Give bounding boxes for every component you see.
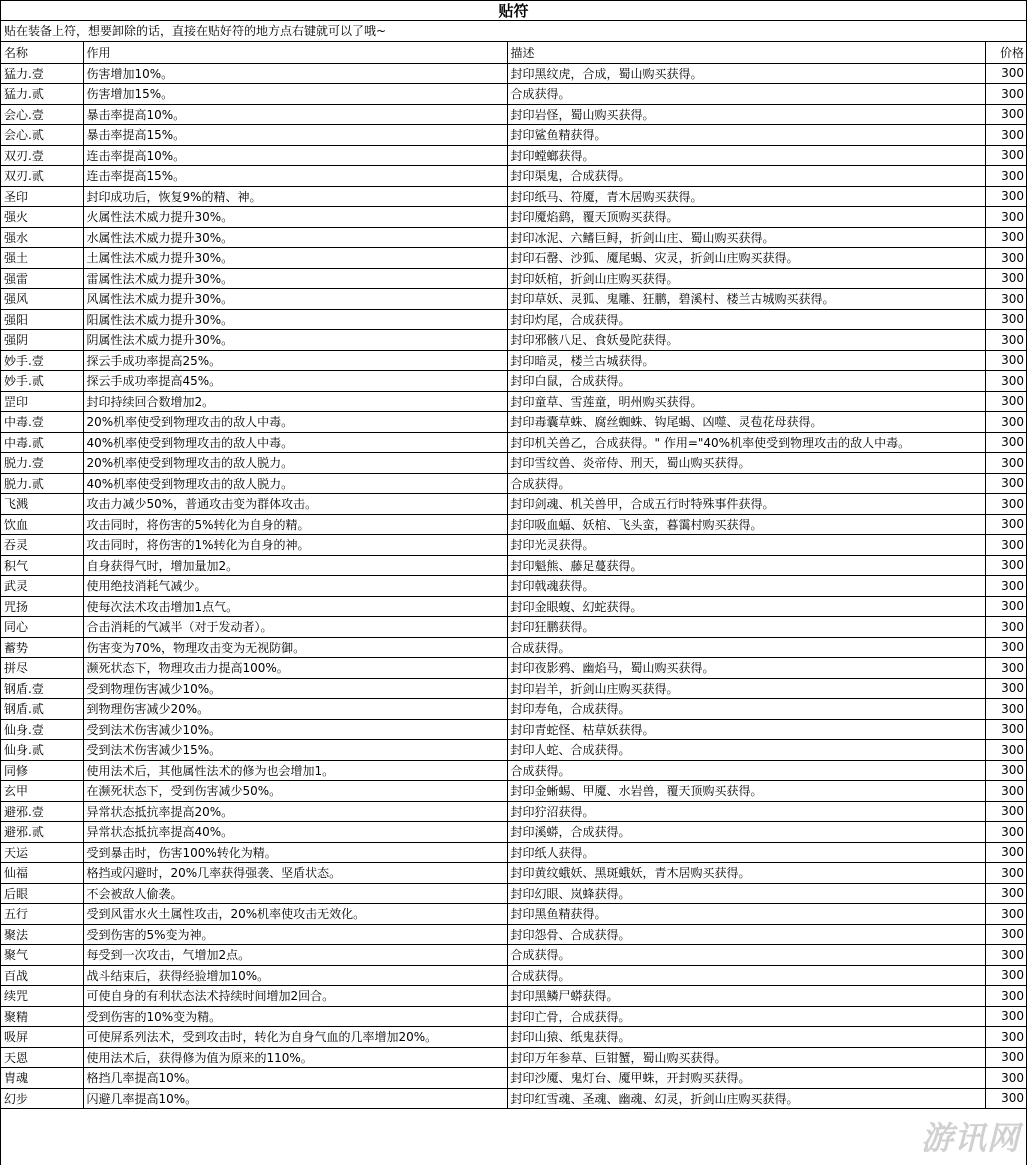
table-row bbox=[1, 719, 1026, 740]
cell-effect: 伤害增加15%。 bbox=[83, 84, 507, 105]
cell-price: 300 bbox=[985, 84, 1026, 105]
cell-desc: 封印魁熊、藤足蔓获得。 bbox=[507, 555, 985, 576]
cell-desc: 封印人蛇、合成获得。 bbox=[507, 740, 985, 761]
cell-desc: 封印青蛇怪、枯草妖获得。 bbox=[507, 719, 985, 740]
cell-desc: 封印黑鳞尸蟒获得。 bbox=[507, 986, 985, 1007]
table-row bbox=[1, 453, 1026, 474]
cell-effect: 可使屏系列法术，受到攻击时，转化为自身气血的几率增加20%。 bbox=[83, 1027, 507, 1048]
cell-desc: 封印沙魇、鬼灯台、魇甲蛛，开封购买获得。 bbox=[507, 1068, 985, 1089]
cell-price: 300 bbox=[985, 596, 1026, 617]
cell-name: 饮血 bbox=[1, 514, 83, 535]
table-row bbox=[1, 207, 1026, 228]
cell-price: 300 bbox=[985, 1027, 1026, 1048]
table-row bbox=[1, 1006, 1026, 1027]
cell-name: 钢盾.贰 bbox=[1, 699, 83, 720]
cell-price: 300 bbox=[985, 904, 1026, 925]
cell-price: 300 bbox=[985, 412, 1026, 433]
cell-name: 积气 bbox=[1, 555, 83, 576]
cell-price: 300 bbox=[985, 473, 1026, 494]
cell-name: 会心.贰 bbox=[1, 125, 83, 146]
column-header-name: 名称 bbox=[1, 42, 83, 63]
cell-name: 武灵 bbox=[1, 576, 83, 597]
table-row bbox=[1, 494, 1026, 515]
cell-effect: 每受到一次攻击，气增加2点。 bbox=[83, 945, 507, 966]
table-row bbox=[1, 514, 1026, 535]
cell-price: 300 bbox=[985, 248, 1026, 269]
cell-name: 罡印 bbox=[1, 391, 83, 412]
cell-price: 300 bbox=[985, 658, 1026, 679]
table-row bbox=[1, 289, 1026, 310]
cell-desc: 封印机关兽乙，合成获得。" 作用="40%机率使受到物理攻击的敌人中毒。 bbox=[507, 432, 985, 453]
cell-effect: 战斗结束后，获得经验增加10%。 bbox=[83, 965, 507, 986]
cell-desc: 封印草妖、灵狐、鬼雕、狂鹏，碧溪村、楼兰古城购买获得。 bbox=[507, 289, 985, 310]
cell-desc: 封印黑纹虎，合成，蜀山购买获得。 bbox=[507, 63, 985, 84]
cell-name: 幻步 bbox=[1, 1088, 83, 1109]
cell-price: 300 bbox=[985, 514, 1026, 535]
cell-price: 300 bbox=[985, 842, 1026, 863]
cell-price: 300 bbox=[985, 617, 1026, 638]
cell-effect: 受到伤害的10%变为精。 bbox=[83, 1006, 507, 1027]
cell-name: 五行 bbox=[1, 904, 83, 925]
table-row bbox=[1, 658, 1026, 679]
cell-price: 300 bbox=[985, 309, 1026, 330]
cell-name: 会心.壹 bbox=[1, 104, 83, 125]
cell-effect: 封印持续回合数增加2。 bbox=[83, 391, 507, 412]
cell-name: 仙福 bbox=[1, 863, 83, 884]
cell-effect: 合击消耗的气减半（对于发动者）。 bbox=[83, 617, 507, 638]
table-row bbox=[1, 863, 1026, 884]
cell-effect: 闪避几率提高10%。 bbox=[83, 1088, 507, 1109]
cell-desc: 封印山猿、纸鬼获得。 bbox=[507, 1027, 985, 1048]
table-row bbox=[1, 699, 1026, 720]
table-row bbox=[1, 740, 1026, 761]
page-title: 贴符 bbox=[1, 0, 1026, 21]
cell-effect: 20%机率使受到物理攻击的敌人中毒。 bbox=[83, 412, 507, 433]
cell-name: 钢盾.壹 bbox=[1, 678, 83, 699]
cell-price: 300 bbox=[985, 330, 1026, 351]
cell-desc: 封印寿龟，合成获得。 bbox=[507, 699, 985, 720]
cell-name: 中毒.贰 bbox=[1, 432, 83, 453]
cell-name: 聚气 bbox=[1, 945, 83, 966]
cell-desc: 封印金眼蝮、幻蛇获得。 bbox=[507, 596, 985, 617]
cell-name: 胄魂 bbox=[1, 1068, 83, 1089]
cell-desc: 封印光灵获得。 bbox=[507, 535, 985, 556]
cell-desc: 封印吸血蝠、妖棺、飞头蛮，暮霭村购买获得。 bbox=[507, 514, 985, 535]
table-row bbox=[1, 822, 1026, 843]
cell-desc: 封印戟魂获得。 bbox=[507, 576, 985, 597]
table-row bbox=[1, 678, 1026, 699]
cell-effect: 受到物理伤害减少10%。 bbox=[83, 678, 507, 699]
table-row bbox=[1, 883, 1026, 904]
cell-name: 吸屏 bbox=[1, 1027, 83, 1048]
cell-desc: 封印渠鬼，合成获得。 bbox=[507, 166, 985, 187]
cell-price: 300 bbox=[985, 801, 1026, 822]
cell-price: 300 bbox=[985, 145, 1026, 166]
cell-effect: 暴击率提高15%。 bbox=[83, 125, 507, 146]
cell-effect: 格挡几率提高10%。 bbox=[83, 1068, 507, 1089]
cell-desc: 封印黄纹蛾妖、黑斑蛾妖，青木居购买获得。 bbox=[507, 863, 985, 884]
table-row bbox=[1, 555, 1026, 576]
cell-desc: 封印红雪魂、圣魂、幽魂、幻灵，折剑山庄购买获得。 bbox=[507, 1088, 985, 1109]
table-row bbox=[1, 760, 1026, 781]
cell-desc: 封印狂鹏获得。 bbox=[507, 617, 985, 638]
table-header-row bbox=[1, 42, 1026, 63]
cell-desc: 封印纸马、符魇，青木居购买获得。 bbox=[507, 186, 985, 207]
cell-price: 300 bbox=[985, 1006, 1026, 1027]
cell-price: 300 bbox=[985, 740, 1026, 761]
column-header-desc: 描述 bbox=[507, 42, 985, 63]
cell-price: 300 bbox=[985, 268, 1026, 289]
cell-effect: 使用法术后，其他属性法术的修为也会增加1。 bbox=[83, 760, 507, 781]
cell-price: 300 bbox=[985, 760, 1026, 781]
cell-name: 咒扬 bbox=[1, 596, 83, 617]
cell-effect: 水属性法术威力提升30%。 bbox=[83, 227, 507, 248]
table-row bbox=[1, 617, 1026, 638]
cell-name: 脱力.贰 bbox=[1, 473, 83, 494]
table-row bbox=[1, 1088, 1026, 1109]
cell-desc: 封印灼尾，合成获得。 bbox=[507, 309, 985, 330]
cell-effect: 异常状态抵抗率提高20%。 bbox=[83, 801, 507, 822]
table-row bbox=[1, 801, 1026, 822]
cell-effect: 不会被敌人偷袭。 bbox=[83, 883, 507, 904]
table-row bbox=[1, 596, 1026, 617]
cell-name: 拼尽 bbox=[1, 658, 83, 679]
cell-desc: 封印雪纹兽、炎帝侍、刑天，蜀山购买获得。 bbox=[507, 453, 985, 474]
cell-price: 300 bbox=[985, 965, 1026, 986]
cell-desc: 封印螳螂获得。 bbox=[507, 145, 985, 166]
cell-effect: 阳属性法术威力提升30%。 bbox=[83, 309, 507, 330]
cell-effect: 暴击率提高10%。 bbox=[83, 104, 507, 125]
cell-name: 妙手.贰 bbox=[1, 371, 83, 392]
table-row bbox=[1, 637, 1026, 658]
cell-name: 圣印 bbox=[1, 186, 83, 207]
table-row bbox=[1, 904, 1026, 925]
table-row bbox=[1, 186, 1026, 207]
cell-effect: 阴属性法术威力提升30%。 bbox=[83, 330, 507, 351]
cell-desc: 合成获得。 bbox=[507, 760, 985, 781]
cell-desc: 封印童草、雪莲童，明州购买获得。 bbox=[507, 391, 985, 412]
cell-name: 续咒 bbox=[1, 986, 83, 1007]
cell-effect: 伤害变为70%，物理攻击变为无视防御。 bbox=[83, 637, 507, 658]
cell-effect: 自身获得气时，增加量加2。 bbox=[83, 555, 507, 576]
table-row bbox=[1, 986, 1026, 1007]
cell-price: 300 bbox=[985, 166, 1026, 187]
table-row bbox=[1, 965, 1026, 986]
table-row bbox=[1, 309, 1026, 330]
watermark-logo: 游讯网 bbox=[920, 1119, 1020, 1157]
cell-price: 300 bbox=[985, 432, 1026, 453]
cell-effect: 连击率提高10%。 bbox=[83, 145, 507, 166]
cell-name: 中毒.壹 bbox=[1, 412, 83, 433]
cell-price: 300 bbox=[985, 863, 1026, 884]
table-row bbox=[1, 842, 1026, 863]
table-row bbox=[1, 166, 1026, 187]
cell-name: 妙手.壹 bbox=[1, 350, 83, 371]
cell-name: 强阴 bbox=[1, 330, 83, 351]
cell-desc: 合成获得。 bbox=[507, 965, 985, 986]
cell-desc: 封印剑魂、机关兽甲，合成五行时特殊事件获得。 bbox=[507, 494, 985, 515]
cell-name: 强阳 bbox=[1, 309, 83, 330]
cell-effect: 使用绝技消耗气减少。 bbox=[83, 576, 507, 597]
cell-effect: 土属性法术威力提升30%。 bbox=[83, 248, 507, 269]
table-row bbox=[1, 432, 1026, 453]
table-row bbox=[1, 63, 1026, 84]
cell-price: 300 bbox=[985, 637, 1026, 658]
cell-name: 天运 bbox=[1, 842, 83, 863]
cell-price: 300 bbox=[985, 350, 1026, 371]
cell-effect: 攻击力减少50%，普通攻击变为群体攻击。 bbox=[83, 494, 507, 515]
cell-name: 仙身.贰 bbox=[1, 740, 83, 761]
cell-name: 百战 bbox=[1, 965, 83, 986]
cell-effect: 使每次法术攻击增加1点气。 bbox=[83, 596, 507, 617]
cell-name: 玄甲 bbox=[1, 781, 83, 802]
cell-price: 300 bbox=[985, 535, 1026, 556]
cell-desc: 封印溪蟒，合成获得。 bbox=[507, 822, 985, 843]
cell-name: 猛力.壹 bbox=[1, 63, 83, 84]
cell-effect: 受到风雷水火土属性攻击，20%机率使攻击无效化。 bbox=[83, 904, 507, 925]
cell-desc: 封印万年参草、巨钳蟹，蜀山购买获得。 bbox=[507, 1047, 985, 1068]
cell-effect: 受到法术伤害减少15%。 bbox=[83, 740, 507, 761]
cell-name: 猛力.贰 bbox=[1, 84, 83, 105]
table-row bbox=[1, 473, 1026, 494]
cell-desc: 封印纸人获得。 bbox=[507, 842, 985, 863]
cell-price: 300 bbox=[985, 678, 1026, 699]
cell-desc: 封印鲨鱼精获得。 bbox=[507, 125, 985, 146]
talisman-table bbox=[1, 42, 1026, 1109]
cell-effect: 受到伤害的5%变为神。 bbox=[83, 924, 507, 945]
table-row bbox=[1, 781, 1026, 802]
cell-name: 蓄势 bbox=[1, 637, 83, 658]
cell-name: 强土 bbox=[1, 248, 83, 269]
cell-name: 吞灵 bbox=[1, 535, 83, 556]
cell-price: 300 bbox=[985, 186, 1026, 207]
cell-effect: 受到法术伤害减少10%。 bbox=[83, 719, 507, 740]
column-header-effect: 作用 bbox=[83, 42, 507, 63]
cell-price: 300 bbox=[985, 1068, 1026, 1089]
cell-price: 300 bbox=[985, 555, 1026, 576]
cell-price: 300 bbox=[985, 719, 1026, 740]
cell-price: 300 bbox=[985, 986, 1026, 1007]
cell-effect: 异常状态抵抗率提高40%。 bbox=[83, 822, 507, 843]
cell-price: 300 bbox=[985, 576, 1026, 597]
cell-desc: 封印白鼠，合成获得。 bbox=[507, 371, 985, 392]
cell-name: 强雷 bbox=[1, 268, 83, 289]
table-row bbox=[1, 248, 1026, 269]
cell-desc: 封印怨骨、合成获得。 bbox=[507, 924, 985, 945]
table-row bbox=[1, 1068, 1026, 1089]
cell-desc: 封印幻眼、岚蜂获得。 bbox=[507, 883, 985, 904]
cell-effect: 到物理伤害减少20%。 bbox=[83, 699, 507, 720]
cell-price: 300 bbox=[985, 207, 1026, 228]
cell-desc: 封印妖棺，折剑山庄购买获得。 bbox=[507, 268, 985, 289]
cell-name: 聚法 bbox=[1, 924, 83, 945]
cell-price: 300 bbox=[985, 453, 1026, 474]
cell-effect: 攻击同时，将伤害的1%转化为自身的神。 bbox=[83, 535, 507, 556]
cell-desc: 封印暗灵，楼兰古城获得。 bbox=[507, 350, 985, 371]
cell-desc: 封印狞沼获得。 bbox=[507, 801, 985, 822]
table-row bbox=[1, 104, 1026, 125]
cell-name: 仙身.壹 bbox=[1, 719, 83, 740]
cell-effect: 在濒死状态下，受到伤害减少50%。 bbox=[83, 781, 507, 802]
table-row bbox=[1, 1027, 1026, 1048]
cell-name: 强火 bbox=[1, 207, 83, 228]
table-row bbox=[1, 412, 1026, 433]
cell-effect: 探云手成功率提高25%。 bbox=[83, 350, 507, 371]
cell-effect: 雷属性法术威力提升30%。 bbox=[83, 268, 507, 289]
cell-name: 双刃.壹 bbox=[1, 145, 83, 166]
table-row bbox=[1, 945, 1026, 966]
table-row bbox=[1, 576, 1026, 597]
table-row bbox=[1, 371, 1026, 392]
instruction-note: 贴在装备上符，想要卸除的话，直接在贴好符的地方点右键就可以了哦~ bbox=[1, 21, 1026, 42]
table-row bbox=[1, 391, 1026, 412]
cell-effect: 火属性法术威力提升30%。 bbox=[83, 207, 507, 228]
table-row bbox=[1, 1047, 1026, 1068]
table-row bbox=[1, 84, 1026, 105]
cell-name: 天恩 bbox=[1, 1047, 83, 1068]
cell-effect: 可使自身的有利状态法术持续时间增加2回合。 bbox=[83, 986, 507, 1007]
cell-price: 300 bbox=[985, 945, 1026, 966]
table-row bbox=[1, 125, 1026, 146]
table-row bbox=[1, 145, 1026, 166]
cell-desc: 封印石罄、沙狐、魇尾蝎、灾灵，折剑山庄购买获得。 bbox=[507, 248, 985, 269]
cell-price: 300 bbox=[985, 924, 1026, 945]
cell-name: 同修 bbox=[1, 760, 83, 781]
table-row bbox=[1, 924, 1026, 945]
cell-effect: 受到暴击时，伤害100%转化为精。 bbox=[83, 842, 507, 863]
cell-effect: 风属性法术威力提升30%。 bbox=[83, 289, 507, 310]
cell-desc: 封印魇焰鹞，覆天顶购买获得。 bbox=[507, 207, 985, 228]
cell-name: 后眼 bbox=[1, 883, 83, 904]
cell-price: 300 bbox=[985, 1088, 1026, 1109]
cell-desc: 封印毒囊草蛛、腐丝蜘蛛、钩尾蝎、凶噬、灵苞花母获得。 bbox=[507, 412, 985, 433]
cell-name: 脱力.壹 bbox=[1, 453, 83, 474]
cell-effect: 探云手成功率提高45%。 bbox=[83, 371, 507, 392]
table-row bbox=[1, 227, 1026, 248]
cell-desc: 封印亡骨，合成获得。 bbox=[507, 1006, 985, 1027]
table-body bbox=[1, 63, 1026, 1109]
cell-effect: 封印成功后，恢复9%的精、神。 bbox=[83, 186, 507, 207]
table-row bbox=[1, 535, 1026, 556]
cell-name: 聚精 bbox=[1, 1006, 83, 1027]
cell-desc: 封印岩羊，折剑山庄购买获得。 bbox=[507, 678, 985, 699]
cell-price: 300 bbox=[985, 1047, 1026, 1068]
cell-effect: 濒死状态下，物理攻击力提高100%。 bbox=[83, 658, 507, 679]
cell-desc: 封印邪骸八足、食妖曼陀获得。 bbox=[507, 330, 985, 351]
cell-desc: 封印金蜥蜴、甲魇、水岩兽，覆天顶购买获得。 bbox=[507, 781, 985, 802]
cell-price: 300 bbox=[985, 781, 1026, 802]
cell-effect: 20%机率使受到物理攻击的敌人脱力。 bbox=[83, 453, 507, 474]
cell-price: 300 bbox=[985, 699, 1026, 720]
cell-name: 避邪.壹 bbox=[1, 801, 83, 822]
cell-desc: 合成获得。 bbox=[507, 945, 985, 966]
cell-price: 300 bbox=[985, 227, 1026, 248]
cell-price: 300 bbox=[985, 494, 1026, 515]
cell-effect: 40%机率使受到物理攻击的敌人中毒。 bbox=[83, 432, 507, 453]
cell-price: 300 bbox=[985, 371, 1026, 392]
cell-effect: 40%机率使受到物理攻击的敌人脱力。 bbox=[83, 473, 507, 494]
cell-effect: 伤害增加10%。 bbox=[83, 63, 507, 84]
cell-name: 强水 bbox=[1, 227, 83, 248]
cell-price: 300 bbox=[985, 63, 1026, 84]
cell-price: 300 bbox=[985, 883, 1026, 904]
table-row bbox=[1, 268, 1026, 289]
column-header-price: 价格 bbox=[985, 42, 1026, 63]
cell-desc: 合成获得。 bbox=[507, 84, 985, 105]
cell-price: 300 bbox=[985, 822, 1026, 843]
cell-desc: 合成获得。 bbox=[507, 473, 985, 494]
cell-effect: 格挡或闪避时，20%几率获得强袭、坚盾状态。 bbox=[83, 863, 507, 884]
cell-name: 强风 bbox=[1, 289, 83, 310]
cell-desc: 合成获得。 bbox=[507, 637, 985, 658]
cell-price: 300 bbox=[985, 289, 1026, 310]
cell-effect: 攻击同时，将伤害的5%转化为自身的精。 bbox=[83, 514, 507, 535]
cell-desc: 封印夜影鸦、幽焰马，蜀山购买获得。 bbox=[507, 658, 985, 679]
cell-name: 同心 bbox=[1, 617, 83, 638]
cell-desc: 封印冰泥、六鳍巨鲟，折剑山庄、蜀山购买获得。 bbox=[507, 227, 985, 248]
cell-effect: 连击率提高15%。 bbox=[83, 166, 507, 187]
cell-name: 飞溅 bbox=[1, 494, 83, 515]
cell-name: 避邪.贰 bbox=[1, 822, 83, 843]
cell-price: 300 bbox=[985, 125, 1026, 146]
cell-name: 双刃.贰 bbox=[1, 166, 83, 187]
cell-effect: 使用法术后，获得修为值为原来的110%。 bbox=[83, 1047, 507, 1068]
table-row bbox=[1, 330, 1026, 351]
cell-desc: 封印黑鱼精获得。 bbox=[507, 904, 985, 925]
cell-price: 300 bbox=[985, 104, 1026, 125]
cell-desc: 封印岩怪，蜀山购买获得。 bbox=[507, 104, 985, 125]
table-row bbox=[1, 350, 1026, 371]
cell-price: 300 bbox=[985, 391, 1026, 412]
